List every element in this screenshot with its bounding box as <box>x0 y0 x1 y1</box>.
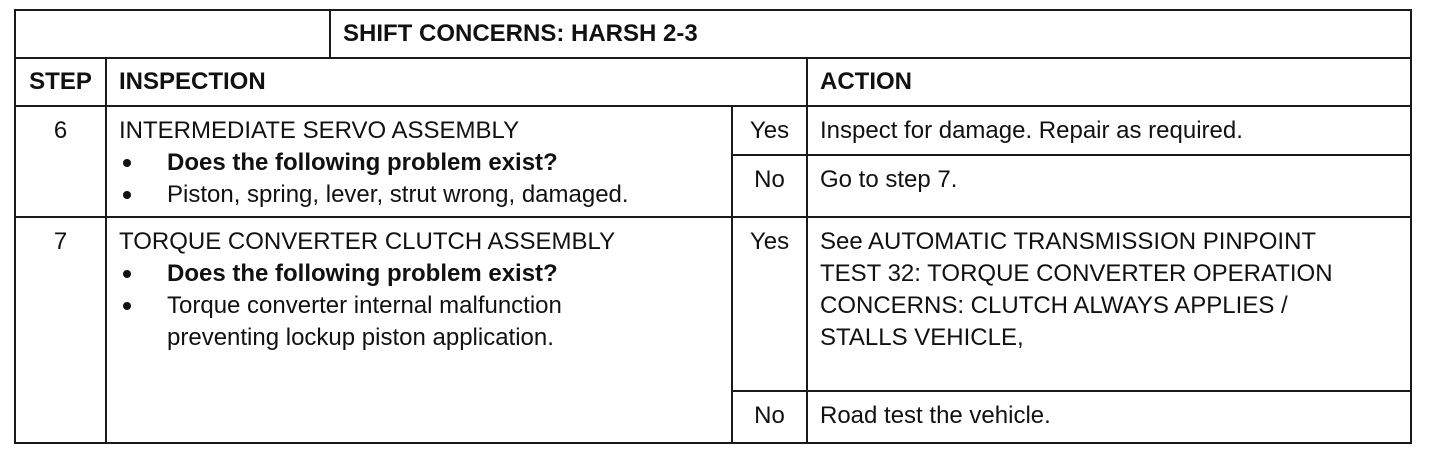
question-text: Does the following problem exist? <box>167 149 558 176</box>
yes-label-7: Yes <box>732 217 807 391</box>
title-blank-cell <box>15 10 330 58</box>
yes-action-6: Inspect for damage. Repair as required. <box>807 106 1411 155</box>
bullet-icon <box>123 191 131 199</box>
bullet-question <box>119 258 721 290</box>
no-label-7: No <box>732 391 807 443</box>
inspection-title: INTERMEDIATE SERVO ASSEMBLY <box>119 117 520 144</box>
no-action-7: Road test the vehicle. <box>807 391 1411 443</box>
shift-concerns-table <box>14 9 1412 444</box>
inspection-cell-6 <box>106 106 732 217</box>
bullet-detail <box>119 290 721 354</box>
step-number-7: 7 <box>15 217 106 443</box>
header-step: STEP <box>15 58 106 106</box>
inspection-cell-7 <box>106 217 732 443</box>
detail-text: Piston, spring, lever, strut wrong, damaged. <box>167 181 629 208</box>
question-text: Does the following problem exist? <box>167 260 558 287</box>
table-title: SHIFT CONCERNS: HARSH 2-3 <box>330 10 1411 58</box>
no-label-6: No <box>732 155 807 217</box>
yes-label-6: Yes <box>732 106 807 155</box>
no-action-6: Go to step 7. <box>807 155 1411 217</box>
inspection-title: TORQUE CONVERTER CLUTCH ASSEMBLY <box>119 228 616 255</box>
bullet-icon <box>123 270 131 278</box>
header-inspection: INSPECTION <box>106 58 807 106</box>
detail-text: Torque converter internal malfunction preventing lockup piston application. <box>167 292 562 351</box>
step-number-6: 6 <box>15 106 106 217</box>
bullet-question <box>119 147 721 179</box>
header-action: ACTION <box>807 58 1411 106</box>
bullet-icon <box>123 159 131 167</box>
yes-action-7 <box>807 217 1411 391</box>
bullet-list <box>119 147 721 211</box>
bullet-detail <box>119 179 721 211</box>
bullet-list <box>119 258 721 354</box>
bullet-icon <box>123 302 131 310</box>
yes-action-text: See AUTOMATIC TRANSMISSION PINPOINT TEST 32: TORQUE CONVERTER OPERATION CONCERNS: CLUTCH ALWAYS APPLIES / STALLS VEHICLE, <box>820 228 1333 351</box>
